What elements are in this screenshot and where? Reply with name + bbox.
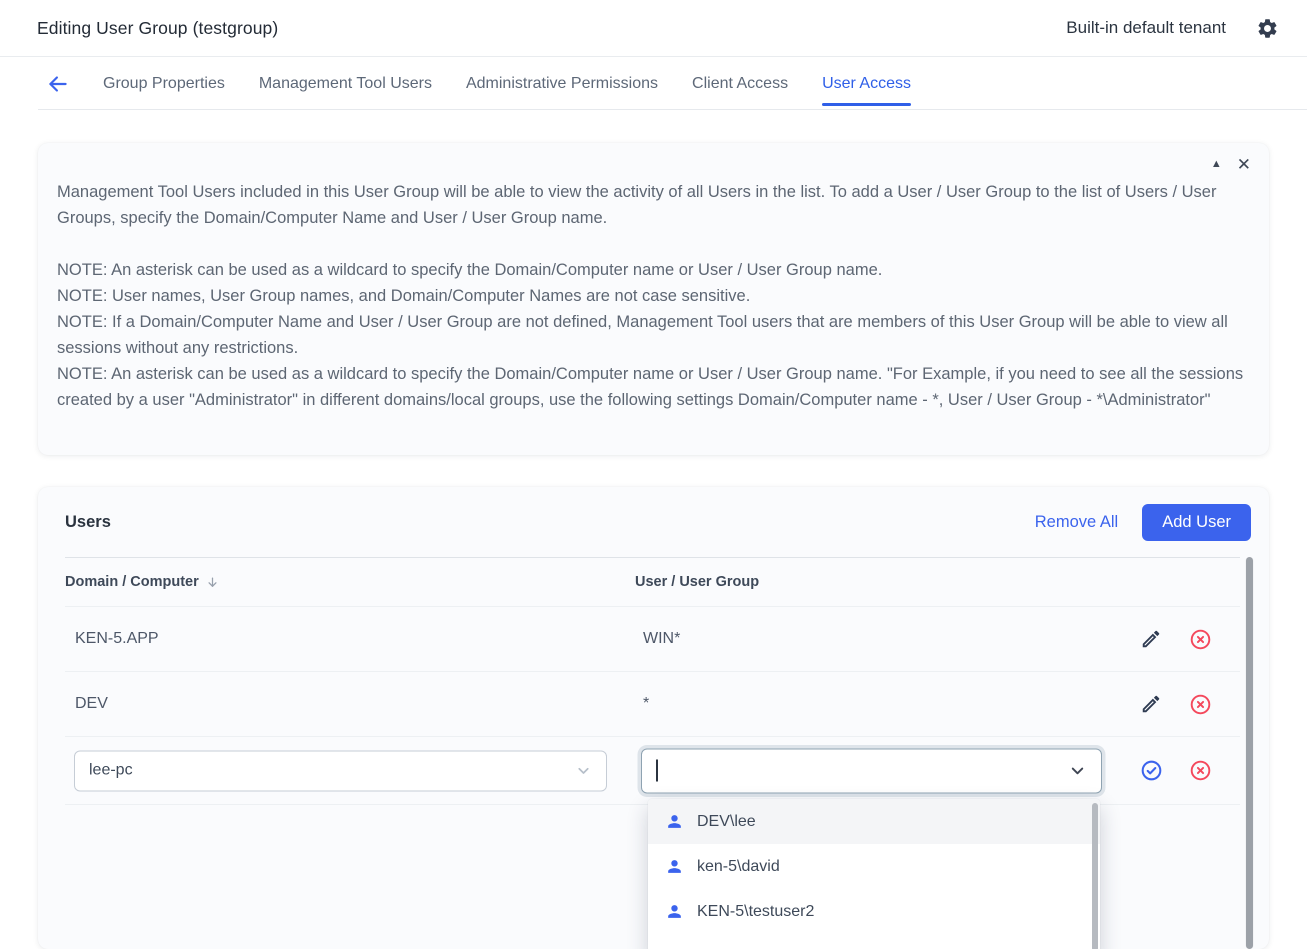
cancel-row-button[interactable] [1188,759,1212,783]
tab-management-tool-users[interactable] [259,57,432,110]
table-header-row [65,558,1240,606]
user-cell: * [643,695,650,712]
top-bar [0,0,1307,57]
info-note-2: NOTE: User names, User Group names, and Domain/Computer Names are not case sensitive. [57,287,751,305]
circle-x-icon [1189,693,1212,716]
circle-x-icon [1189,628,1212,651]
sort-descending-icon [205,575,220,590]
tab-bar [0,57,1307,110]
info-spacer [57,231,1247,257]
dropdown-option[interactable] [648,889,1100,934]
edit-row-actions [1139,759,1212,783]
circle-check-icon [1140,759,1163,782]
dropdown-option-label: ken-5\david [697,857,780,875]
gear-icon [1256,17,1279,40]
domain-combobox[interactable] [74,750,607,791]
dropdown-option-label: KEN-5\testuser2 [697,902,815,920]
page-title: Editing User Group (testgroup) [37,17,279,38]
users-header-actions [1035,504,1251,541]
edit-row-button[interactable] [1139,627,1163,651]
users-panel-header [38,487,1269,557]
table-edit-row [65,737,1240,804]
column-header-domain[interactable] [65,574,220,590]
tab-user-access[interactable] [822,57,911,110]
domain-cell: DEV [75,695,108,712]
table-row [65,607,1240,671]
pencil-icon [1140,693,1162,715]
circle-x-icon [1189,759,1212,782]
chevron-down-icon[interactable] [575,762,592,779]
top-bar-right [1066,17,1279,40]
row-actions [1139,692,1212,716]
pencil-icon [1140,628,1162,650]
close-panel-button[interactable] [1237,156,1251,173]
user-combobox[interactable] [641,748,1102,793]
info-panel [38,143,1269,455]
row-actions [1139,627,1212,651]
user-icon [665,857,684,876]
tab-label: Group Properties [103,74,225,92]
tab-label: Administrative Permissions [465,74,659,92]
add-user-button[interactable]: Add User [1142,504,1251,541]
column-label: Domain / Computer [65,574,199,590]
tenant-label: Built-in default tenant [1066,18,1226,37]
tab-label: User Access [822,74,911,92]
domain-combobox-input[interactable] [89,762,592,780]
tab-list [103,57,911,110]
back-button[interactable] [45,71,71,97]
column-label: User / User Group [635,574,760,590]
user-combobox-input[interactable] [658,762,1088,780]
dropdown-option-label: DEV\lee [697,812,756,830]
info-note-1: NOTE: An asterisk can be used as a wildcard to specify the Domain/Computer name or User / User Group name. [57,261,883,279]
dropdown-scrollbar[interactable] [1092,803,1098,949]
column-header-user[interactable] [635,574,759,590]
info-note-3: NOTE: If a Domain/Computer Name and User / User Group are not defined, Management Tool users that are members of this User Group will be able to view all sessions without any restrictions. [57,313,1228,357]
remove-all-button[interactable]: Remove All [1034,512,1119,531]
info-panel-text [57,179,1247,413]
table-row [65,672,1240,736]
info-paragraph: Management Tool Users included in this User Group will be able to view the activity of all Users in the list. To add a User / User Group to the list of Users / User Groups, specify the Domain/Computer Name and User / User Group name. [57,183,1217,227]
dropdown-option[interactable] [648,844,1100,889]
user-icon [665,812,684,831]
info-panel-actions [1211,156,1251,173]
delete-row-button[interactable] [1188,627,1212,651]
settings-button[interactable] [1256,17,1279,40]
users-table [65,557,1240,805]
arrow-left-icon [45,71,71,97]
user-cell: WIN* [643,630,681,647]
active-tab-underline [822,103,911,106]
tab-administrative-permissions[interactable] [466,57,658,110]
users-title: Users [65,512,111,531]
user-icon [665,902,684,921]
collapse-panel-button[interactable] [1211,159,1222,170]
tab-bar-divider [38,109,1307,110]
edit-row-button[interactable] [1139,692,1163,716]
tab-client-access[interactable] [692,57,788,110]
tab-group-properties[interactable] [103,57,225,110]
domain-cell: KEN-5.APP [75,630,159,647]
tab-label: Client Access [692,74,789,92]
dropdown-option[interactable] [648,799,1100,844]
close-icon: ✕ [1236,155,1251,174]
table-scrollbar[interactable] [1246,557,1253,949]
tab-label: Management Tool Users [258,74,432,92]
delete-row-button[interactable] [1188,692,1212,716]
info-note-4: NOTE: An asterisk can be used as a wildcard to specify the Domain/Computer name or User / User Group name. "For Example, if you need to see all the sessions created by a user "Administrator" in different domains/local groups, use the following settings Domain/Computer name - *, User / User Group - *\Administrator" [57,365,1244,409]
collapse-arrow-icon: ▲ [1210,158,1222,170]
user-dropdown [648,799,1100,949]
chevron-down-icon[interactable] [1068,761,1087,780]
confirm-row-button[interactable] [1139,759,1163,783]
